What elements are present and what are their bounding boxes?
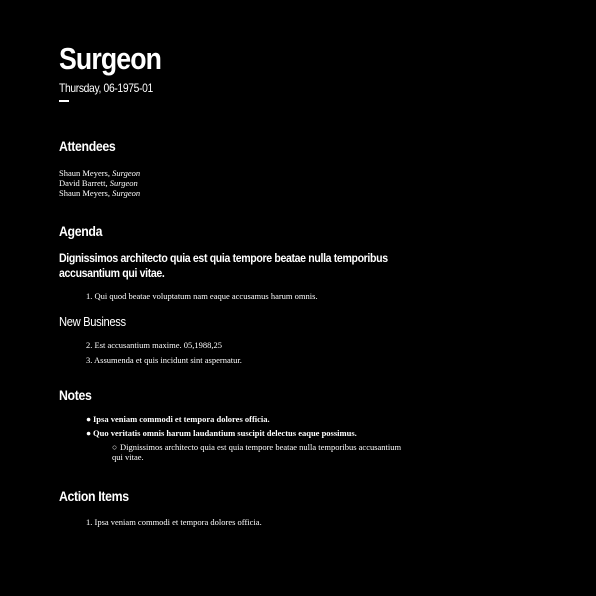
attendees-list bbox=[59, 168, 596, 198]
agenda-item: 1. Qui quod beatae voluptatum nam eaque accusamus harum omnis. bbox=[86, 291, 318, 301]
note-item: ● Ipsa veniam commodi et tempora dolores officia. bbox=[86, 414, 270, 424]
agenda-topic: Dignissimos architecto quia est quia tempore beatae nulla temporibus accusantium qui vitae. bbox=[59, 251, 388, 280]
action-items-heading: Action Items bbox=[59, 488, 129, 504]
bullet-icon: ● bbox=[86, 414, 92, 424]
attendee-item: Shaun Meyers, Surgeon bbox=[59, 188, 141, 198]
attendee-item: David Barrett, Surgeon bbox=[59, 178, 138, 188]
notes-heading: Notes bbox=[59, 387, 92, 403]
agenda-heading: Agenda bbox=[59, 223, 103, 239]
new-business-items bbox=[59, 340, 596, 365]
note-item: ● Quo veritatis omnis harum laudantium suscipit delectus eaque possimus. ○ Dignissimos architecto quia est quia tempore beatae nulla temporibus accusantium qui vitae. bbox=[86, 428, 596, 462]
new-business-item: 3. Assumenda et quis incidunt sint aspernatur. bbox=[86, 355, 242, 365]
page-title: Surgeon bbox=[59, 41, 162, 76]
notes-list bbox=[59, 414, 596, 462]
new-business-item: 2. Est accusantium maxime. 05,1988,25 bbox=[86, 340, 222, 350]
meeting-date: Thursday, 06-1975-01 bbox=[59, 81, 153, 95]
attendee-item: Shaun Meyers, Surgeon bbox=[59, 168, 141, 178]
action-item: 1. Ipsa veniam commodi et tempora dolores officia. bbox=[86, 517, 262, 527]
new-business-heading: New Business bbox=[59, 314, 126, 329]
hollow-bullet-icon: ○ bbox=[112, 442, 118, 452]
attendees-heading: Attendees bbox=[59, 138, 116, 154]
note-sub-item: ○ Dignissimos architecto quia est quia tempore beatae nulla temporibus accusantium qui vitae. bbox=[112, 442, 402, 462]
bullet-icon: ● bbox=[86, 428, 92, 438]
title-divider bbox=[59, 100, 69, 102]
agenda-items bbox=[59, 291, 596, 301]
action-items-list bbox=[59, 517, 596, 527]
